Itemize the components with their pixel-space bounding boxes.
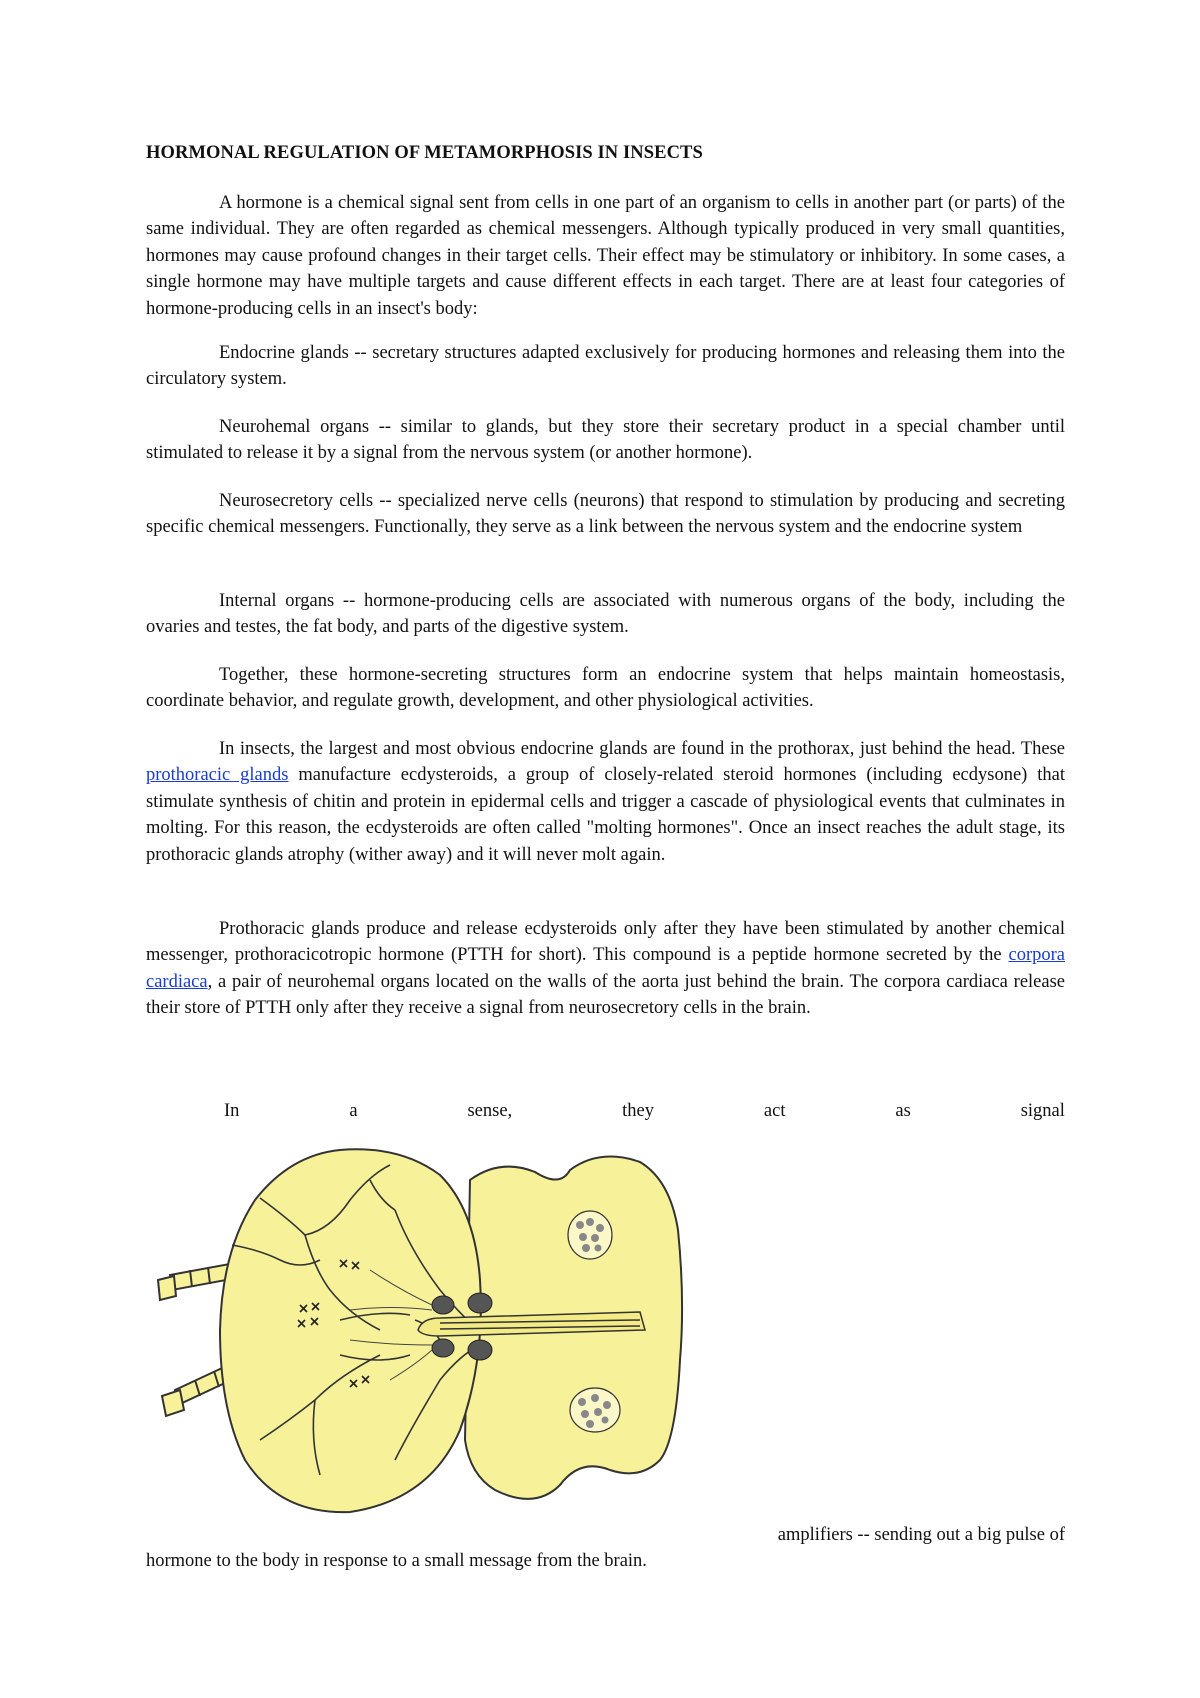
paragraph-text: Prothoracic glands produce and release ecdysteroids only after they have been stimulated by another chemical messenger, prothoracicotropic hormone (PTTH for short). This compound is a peptide hormone secreted by the xyxy=(146,919,1065,966)
word: they xyxy=(622,1101,654,1121)
paragraph-prothoracic-glands xyxy=(146,736,1065,868)
insect-endocrine-diagram xyxy=(140,1140,730,1530)
amplifiers-line: amplifiers -- sending out a big pulse of xyxy=(777,1525,1065,1545)
paragraph-ptth xyxy=(146,916,1065,1022)
word: In xyxy=(224,1101,240,1121)
justified-line xyxy=(146,1098,1065,1124)
paragraph-neurohemal-organs: Neurohemal organs -- similar to glands, but they store their secretary product in a special chamber until stimulated to release it by a signal from the nervous system (or another hormone). xyxy=(146,417,1065,464)
paragraph-internal-organs: Internal organs -- hormone-producing cells are associated with numerous organs of the body, including the ovaries and testes, the fat body, and parts of the digestive system. xyxy=(146,591,1065,638)
corpora-cardiaca-link[interactable]: corpora cardiaca xyxy=(146,945,1065,992)
paragraph-text: manufacture ecdysteroids, a group of closely-related steroid hormones (including ecdysone) that stimulate synthesis of chitin and protein in epidermal cells and trigger a cascade of physiological events that culminates in molting. For this reason, the ecdysteroids are often called "molting hormones". Once an insect reaches the adult stage, its prothoracic glands atrophy (wither away) and it will never molt again. xyxy=(146,765,1065,865)
paragraph-endocrine-system: Together, these hormone-secreting structures form an endocrine system that helps maintain homeostasis, coordinate behavior, and regulate growth, development, and other physiological activities. xyxy=(146,665,1065,712)
paragraph-text: , a pair of neurohemal organs located on the walls of the aorta just behind the brain. The corpora cardiaca release their store of PTTH only after they receive a signal from neurosecretory cells in the brain. xyxy=(146,971,1065,1019)
paragraph-hormone-definition: A hormone is a chemical signal sent from cells in one part of an organism to cells in another part (or parts) of the same individual. They are often regarded as chemical messengers. Although typically produced in very small quantities, hormones may cause profound changes in their target cells. Their effect may be stimulatory or inhibitory. In some cases, a single hormone may have multiple targets and cause different effects in each target. There are at least four categories of hormone-producing cells in an insect's body: xyxy=(146,193,1065,319)
page-title: HORMONAL REGULATION OF METAMORPHOSIS IN INSECTS xyxy=(146,143,703,163)
word: as xyxy=(895,1101,911,1121)
word: sense, xyxy=(467,1101,513,1121)
prothoracic-glands-link[interactable]: prothoracic glands xyxy=(146,765,289,786)
word: act xyxy=(763,1101,786,1121)
word: signal xyxy=(1020,1101,1065,1121)
paragraph-endocrine-glands: Endocrine glands -- secretary structures adapted exclusively for producing hormones and releasing them into the circulatory system. xyxy=(146,343,1065,390)
paragraph-neurosecretory-cells: Neurosecretory cells -- specialized nerve cells (neurons) that respond to stimulation by producing and secreting specific chemical messengers. Functionally, they serve as a link between the nervous system and the endocrine system xyxy=(146,491,1065,538)
word: a xyxy=(349,1101,358,1121)
final-line: hormone to the body in response to a small message from the brain. xyxy=(146,1551,647,1571)
paragraph-text: In insects, the largest and most obvious endocrine glands are found in the prothorax, just behind the head. These xyxy=(219,739,1065,759)
